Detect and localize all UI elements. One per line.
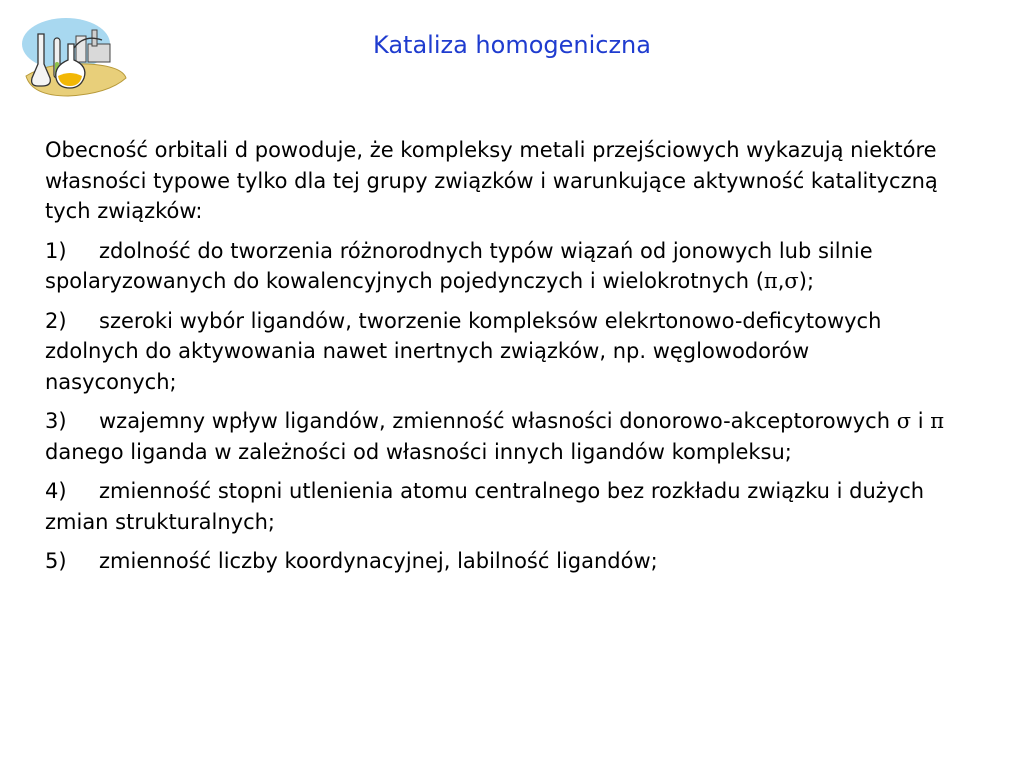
greek-symbol: σ xyxy=(784,269,799,293)
list-item xyxy=(45,406,945,467)
greek-symbol: π xyxy=(930,409,945,433)
slide-title: Kataliza homogeniczna xyxy=(373,31,651,59)
list-item-text: zdolność do tworzenia różnorodnych typów wiązań od jonowych lub silnie spolaryzowanych do kowalencyjnych pojedynczych i wielokrotnych ( xyxy=(45,238,873,293)
list-item xyxy=(45,306,945,398)
greek-symbol: σ xyxy=(896,409,912,433)
list-item xyxy=(45,236,945,297)
list-item-text: zmienność stopni utlenienia atomu centralnego bez rozkładu związku i dużych zmian strukturalnych; xyxy=(45,479,925,534)
intro-paragraph: Obecność orbitali d powoduje, że kompleksy metali przejściowych wykazują niektóre własności typowe tylko dla tej grupy związków i warunkujące aktywność katalityczną tych związków: xyxy=(45,138,938,223)
list-item-text: , xyxy=(777,269,785,293)
list-item-text: danego liganda w zależności od własności innych ligandów kompleksu; xyxy=(45,439,792,464)
list-item-text: wzajemny wpływ ligandów, zmienność własności donorowo-akceptorowych xyxy=(99,409,897,433)
list-item-number: 3) xyxy=(45,409,67,433)
list-item xyxy=(45,476,945,537)
list-item-text: zmienność liczby koordynacyjnej, labilność ligandów; xyxy=(99,549,658,573)
list-item xyxy=(45,546,945,577)
list-item-text: ); xyxy=(798,269,815,293)
slide-body xyxy=(45,135,945,586)
list-item-number: 4) xyxy=(45,479,67,503)
greek-symbol: π xyxy=(763,269,778,293)
list-item-number: 5) xyxy=(45,549,67,573)
list-item-text: szeroki wybór ligandów, tworzenie kompleksów elekrtonowo-deficytowych zdolnych do aktywowania nawet inertnych związków, np. węglowodorów nasyconych; xyxy=(45,308,882,394)
list-item-number: 1) xyxy=(45,238,67,263)
list-item-text: i xyxy=(911,409,931,433)
list-item-number: 2) xyxy=(45,308,67,333)
